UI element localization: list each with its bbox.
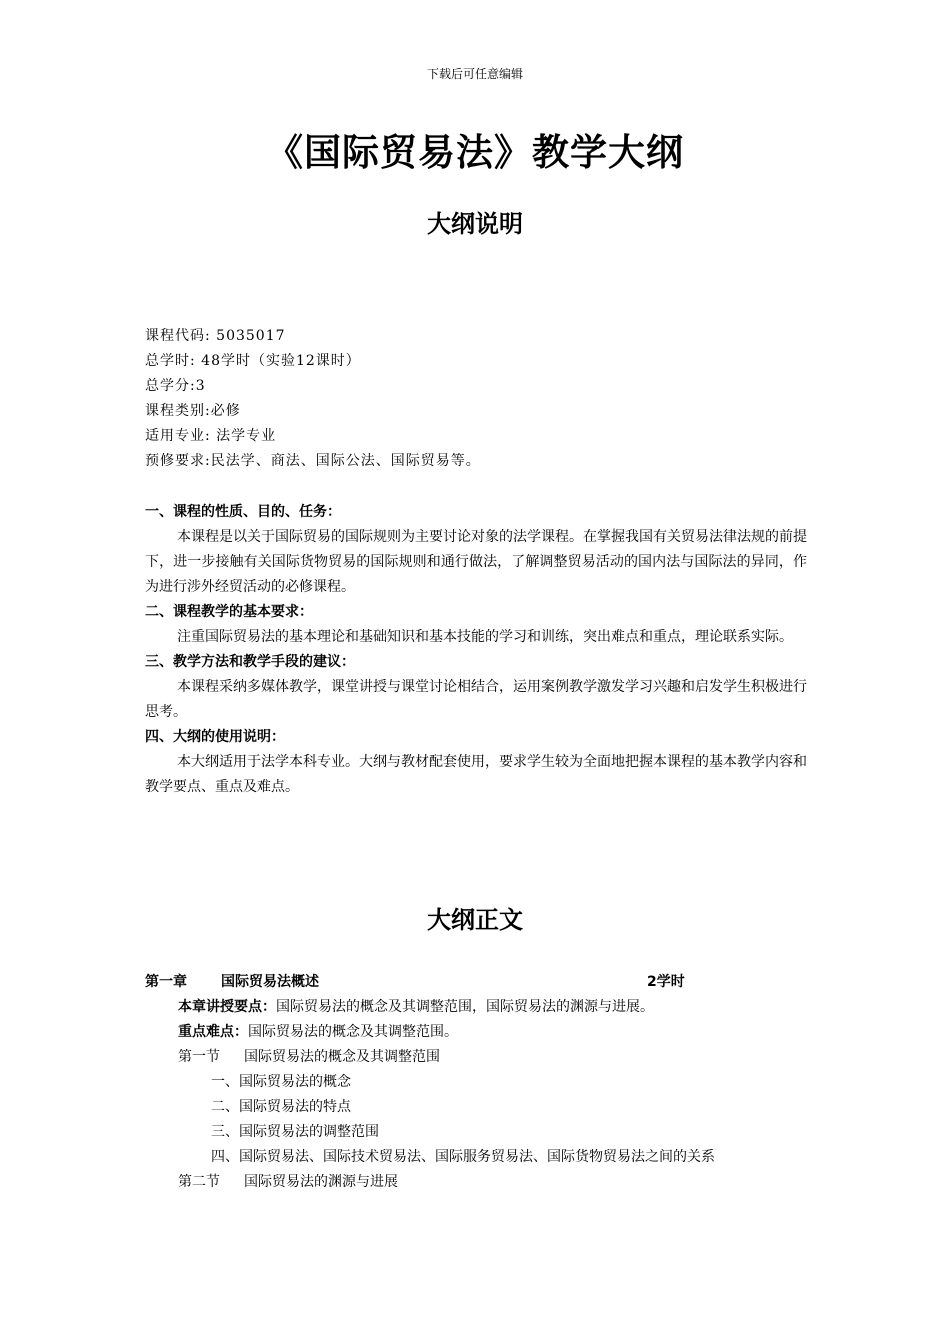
key-points-label: 本章讲授要点： — [178, 999, 276, 1015]
body-heading: 大纲正文 — [427, 905, 523, 934]
section-1-item-3: 三、国际贸易法的调整范围 — [211, 1124, 379, 1140]
section-heading-2: 二、课程教学的基本要求： — [145, 604, 313, 620]
outline-intro — [145, 500, 807, 800]
course-major: 适用专业: 法学专业 — [145, 428, 277, 444]
section-1-item-2: 二、国际贸易法的特点 — [211, 1099, 351, 1115]
section-text-4: 本大纲适用于法学本科专业。大纲与教材配套使用，要求学生较为全面地把握本课程的基本教学内容和教学要点、重点及难点。 — [145, 754, 807, 795]
section-1-item-4: 四、国际贸易法、国际技术贸易法、国际服务贸易法、国际货物贸易法之间的关系 — [211, 1149, 715, 1165]
section-heading-1: 一、课程的性质、目的、任务： — [145, 504, 341, 520]
chapter-name: 国际贸易法概述 — [221, 974, 319, 990]
course-code: 课程代码: 5035017 — [145, 328, 286, 344]
course-prerequisites: 预修要求:民法学、商法、国际公法、国际贸易等。 — [145, 453, 481, 469]
section-heading-4: 四、大纲的使用说明： — [145, 729, 285, 745]
chapter-header — [145, 970, 807, 995]
course-hours: 总学时: 48学时（实验12课时） — [145, 353, 361, 369]
course-category: 课程类别:必修 — [145, 403, 241, 419]
section-1-number: 第一节 — [178, 1049, 220, 1065]
key-points — [145, 995, 807, 1020]
section-1-item-1: 一、国际贸易法的概念 — [211, 1074, 351, 1090]
section-1-title — [145, 1045, 807, 1070]
difficulty-label: 重点难点： — [178, 1024, 248, 1040]
chapter-number: 第一章 — [145, 974, 187, 990]
section-text-3: 本课程采纳多媒体教学，课堂讲授与课堂讨论相结合，运用案例教学激发学习兴趣和启发学生积极进行思考。 — [145, 679, 807, 720]
key-points-text: 国际贸易法的概念及其调整范围，国际贸易法的渊源与进展。 — [276, 999, 654, 1015]
section-text-2: 注重国际贸易法的基本理论和基础知识和基本技能的学习和训练，突出难点和重点，理论联系实际。 — [177, 629, 793, 645]
section-1-name: 国际贸易法的概念及其调整范围 — [244, 1049, 440, 1065]
document-title: 《国际贸易法》教学大纲 — [266, 130, 684, 174]
section-2-number: 第二节 — [178, 1174, 220, 1190]
course-meta — [145, 324, 805, 474]
outline-body — [145, 970, 807, 1195]
section-heading-3: 三、教学方法和教学手段的建议： — [145, 654, 355, 670]
difficulty — [145, 1020, 807, 1045]
section-2-title — [145, 1170, 807, 1195]
course-credits: 总学分:3 — [145, 378, 206, 394]
chapter-hours: 2学时 — [647, 974, 685, 990]
outline-heading: 大纲说明 — [427, 209, 523, 238]
section-text-1: 本课程是以关于国际贸易的国际规则为主要讨论对象的法学课程。在掌握我国有关贸易法律法规的前提下，进一步接触有关国际货物贸易的国际规则和通行做法，了解调整贸易活动的国内法与国际法的异同，作为进行涉外经贸活动的必修课程。 — [145, 529, 807, 595]
header-note: 下载后可任意编辑 — [426, 67, 523, 81]
section-2-name: 国际贸易法的渊源与进展 — [244, 1174, 398, 1190]
difficulty-text: 国际贸易法的概念及其调整范围。 — [248, 1024, 458, 1040]
